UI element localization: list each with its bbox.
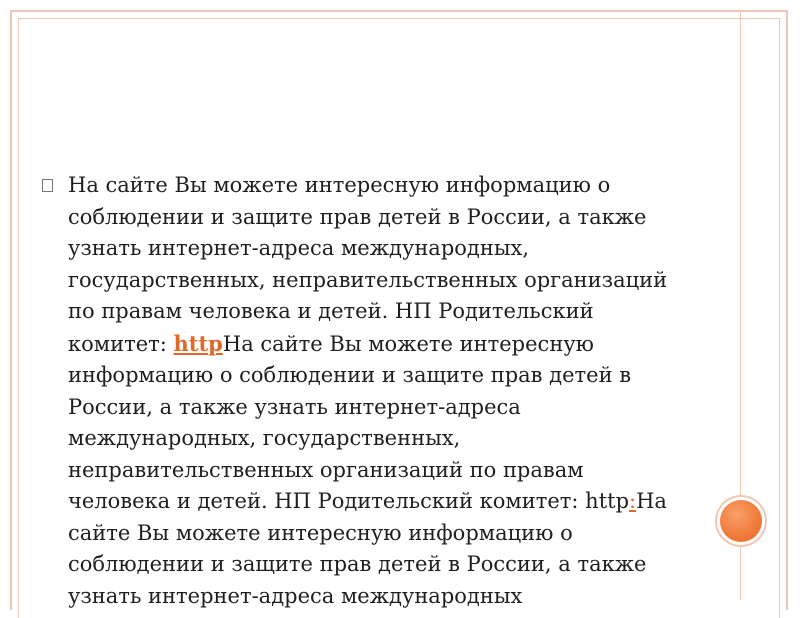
slide-content	[42, 170, 682, 612]
decorative-circle	[720, 500, 762, 542]
http-link[interactable]: http	[173, 330, 223, 356]
colon-link[interactable]: :	[629, 489, 637, 513]
text-part-3: На сайте Вы можете интересную информацию о соблюдении и защите прав детей в России, а также узнать интернет-адреса международных	[68, 489, 667, 608]
text-part-2: На сайте Вы можете интересную информацию о соблюдении и защите прав детей в России, а также узнать интернет-адреса международных, государственных, неправительственных организаций по правам человека и детей. НП Родительский комитет: http	[68, 331, 632, 513]
bullet-text	[68, 170, 682, 612]
bullet-icon	[42, 179, 53, 192]
text-part-1: На сайте Вы можете интересную информацию о соблюдении и защите прав детей в России, а также узнать интернет-адреса международных, государственных, неправительственных организаций по правам человека и детей. НП Родительский комитет:	[68, 173, 668, 356]
